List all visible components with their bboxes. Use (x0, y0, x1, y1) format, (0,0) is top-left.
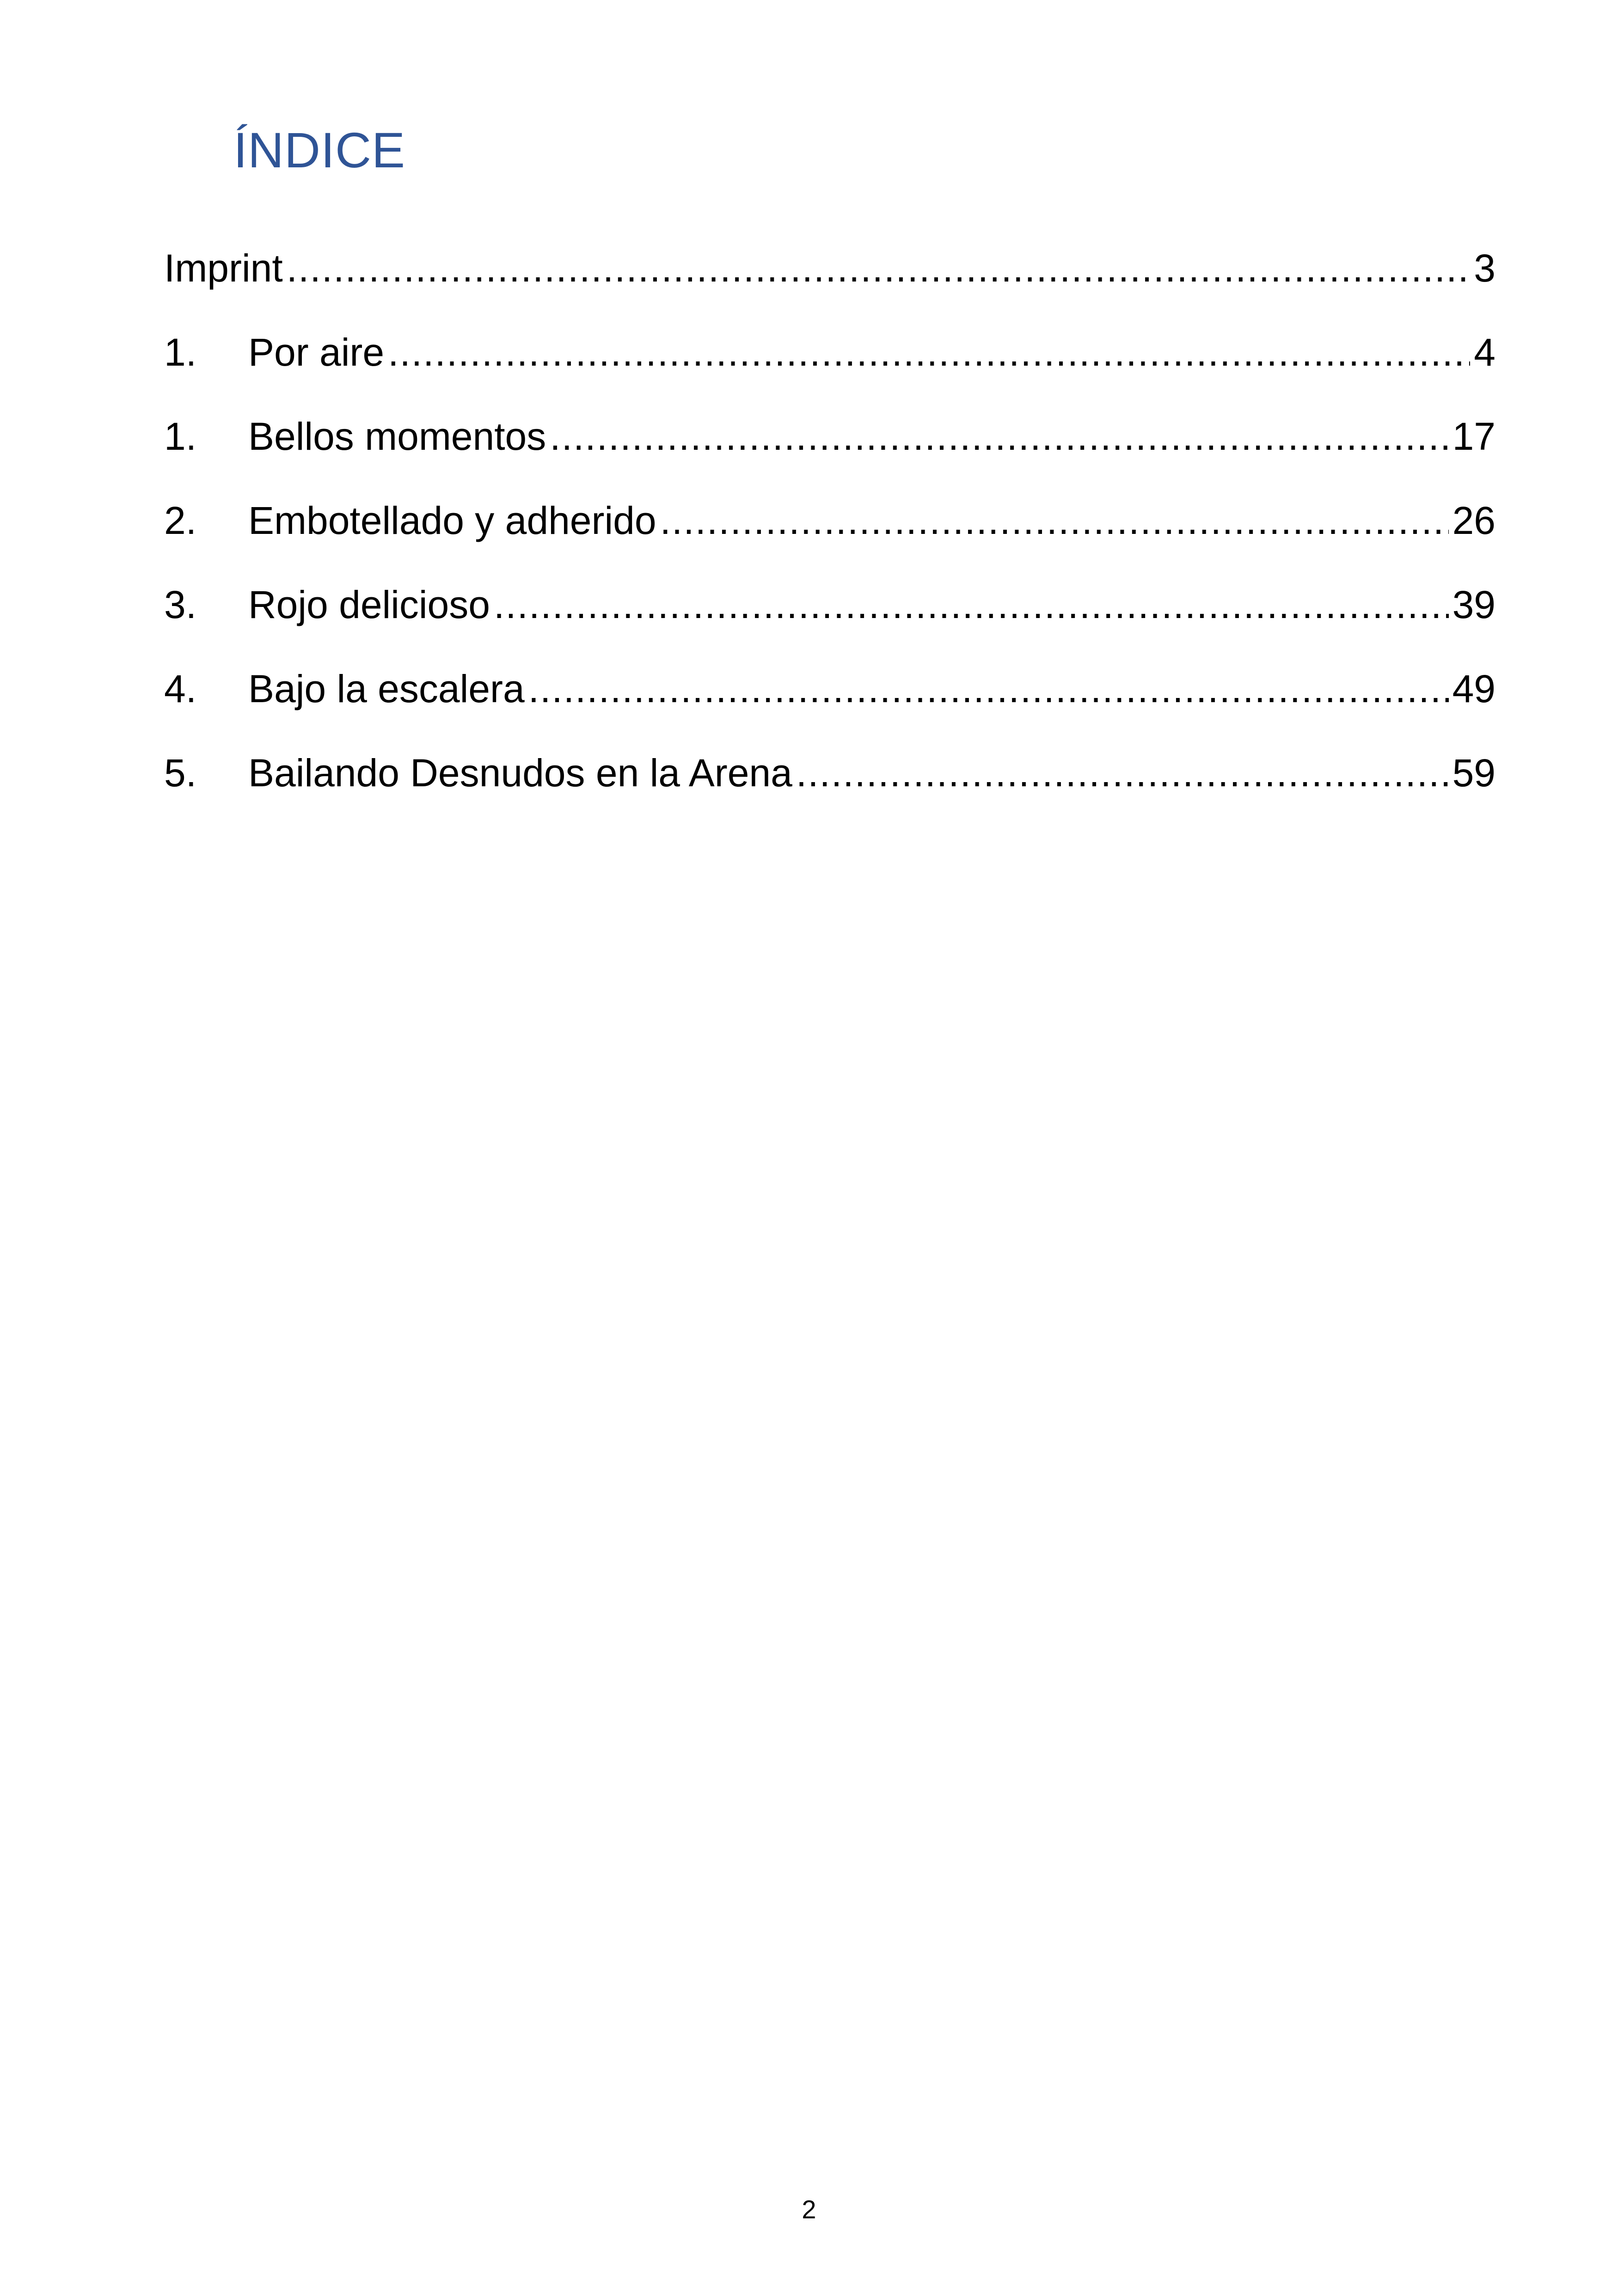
toc-dot-leader (528, 661, 1449, 716)
toc-entry-embotellado-y-adherido[interactable] (164, 493, 1495, 577)
toc-dot-leader (388, 325, 1470, 380)
toc-page-number: 17 (1452, 415, 1495, 458)
toc-dot-leader (287, 240, 1471, 296)
table-of-contents (164, 240, 1495, 829)
toc-page-number: 3 (1474, 246, 1495, 290)
toc-entry-text: Bajo la escalera (248, 667, 525, 710)
page-number: 2 (802, 2195, 816, 2224)
toc-entry-bellos-momentos[interactable] (164, 409, 1495, 493)
toc-entry-number: 4. (164, 667, 197, 710)
toc-entry-text: Por aire (248, 331, 385, 374)
toc-entry-number: 5. (164, 751, 197, 795)
toc-dot-leader (660, 493, 1449, 548)
toc-title: ÍNDICE (233, 122, 406, 178)
toc-entry-number: 2. (164, 499, 197, 542)
toc-entry-por-aire[interactable] (164, 325, 1495, 409)
toc-entry-rojo-delicioso[interactable] (164, 577, 1495, 661)
toc-entry-text: Embotellado y adherido (248, 499, 656, 542)
toc-page-number: 49 (1452, 667, 1495, 710)
toc-page-number: 59 (1452, 751, 1495, 795)
toc-entry-text: Bellos momentos (248, 415, 546, 458)
toc-entry-imprint[interactable] (164, 240, 1495, 325)
toc-entry-text: Rojo delicioso (248, 583, 490, 626)
toc-entry-bailando-desnudos-en-la-arena[interactable] (164, 745, 1495, 829)
toc-dot-leader (796, 745, 1449, 801)
toc-entry-number: 1. (164, 415, 197, 458)
toc-entry-bajo-la-escalera[interactable] (164, 661, 1495, 745)
toc-dot-leader (494, 577, 1449, 632)
toc-entry-text: Bailando Desnudos en la Arena (248, 751, 792, 795)
toc-page-number: 4 (1474, 331, 1495, 374)
toc-page-number: 26 (1452, 499, 1495, 542)
toc-entry-text: Imprint (164, 246, 283, 290)
toc-dot-leader (550, 409, 1448, 464)
toc-entry-number: 3. (164, 583, 197, 626)
toc-page-number: 39 (1452, 583, 1495, 626)
toc-entry-number: 1. (164, 331, 197, 374)
